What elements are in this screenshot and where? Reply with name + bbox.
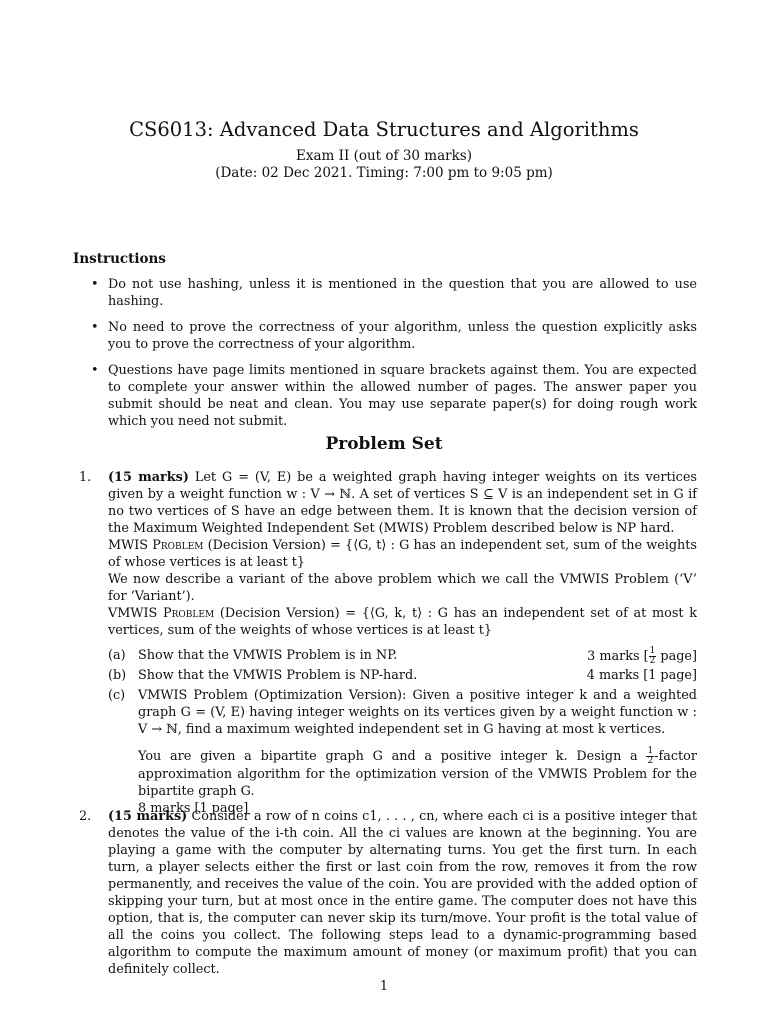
mwis-def-text: (Decision Version) = {⟨G, t⟩ : G has an independent set, sum of the weights of whose vertices is at least t} xyxy=(108,538,697,570)
variant-text: We now describe a variant of the above problem which we call the VMWIS Problem (‘V’ for ‘Variant’). xyxy=(108,572,697,604)
problem-intro-text: Consider a row of n coins c1, . . . , cn, where each ci is a positive integer that denotes the value of the i-th coin. All the ci values are known at the beginning. You are playing a game with the computer by alternating turns. You get the first turn. In each turn, a player selects either the first or last coin from the row, removes it from the row permanently, and receives the value of the coin. You are provided with the added option of skipping your turn, but at most once in the entire game. The computer does not have this option, that is, the computer can never skip its turn/move. Your profit is the total value of all the coins you collect. The following steps lead to a dynamic-programming based algorithm to compute the maximum amount of money (or maximum profit) that you can definitely collect. xyxy=(108,809,697,977)
instruction-item: • Questions have page limits mentioned in square brackets against them. You are expected to complete your answer within the allowed number of pages. The answer paper you submit should be neat and clean. You may use separate paper(s) for doing rough work which you need not submit. xyxy=(91,362,697,430)
instruction-item: • No need to prove the correctness of your algorithm, unless the question explicitly asks you to prove the correctness of your algorithm. xyxy=(91,319,697,353)
subpart-text: Show that the VMWIS Problem is in NP. xyxy=(138,648,398,663)
course-title: CS6013: Advanced Data Structures and Algorithms xyxy=(129,118,639,141)
vmwis-def-text: (Decision Version) = {⟨G, k, t⟩ : G has an independent set of at most k vertices, sum of the weights of whose vertices is at least t} xyxy=(108,606,697,638)
subpart-label: (a) xyxy=(108,648,126,663)
fraction-denominator: 2 xyxy=(649,656,656,666)
instruction-item: • Do not use hashing, unless it is mentioned in the question that you are allowed to use hashing. xyxy=(91,276,697,310)
problem-marks: (15 marks) xyxy=(108,809,188,824)
problem-number: 2. xyxy=(79,809,92,824)
instructions-heading: Instructions xyxy=(73,251,166,267)
subpart-marks: 8 marks [1 page] xyxy=(138,801,249,816)
subpart-c xyxy=(108,687,697,817)
subpart-label: (c) xyxy=(108,688,126,703)
problem-intro xyxy=(108,469,697,537)
problem-body xyxy=(108,808,697,978)
subpart-marks: 4 marks [1 page] xyxy=(586,668,697,683)
subpart-marks xyxy=(587,647,697,666)
fraction-numerator: 1 xyxy=(649,646,656,656)
mwis-definition xyxy=(108,537,697,571)
fraction-numerator: 1 xyxy=(647,746,654,756)
vmwis-definition xyxy=(108,605,697,639)
exam-name: Exam II (out of 30 marks) xyxy=(296,148,472,164)
problem-marks: (15 marks) xyxy=(108,470,189,485)
exam-date: (Date: 02 Dec 2021. Timing: 7:00 pm to 9:05 pm) xyxy=(215,165,553,181)
exam-subtitle xyxy=(0,148,768,182)
subpart-b xyxy=(108,667,697,684)
subpart-extra xyxy=(138,747,697,817)
problem-1 xyxy=(79,469,697,820)
marks-text-end: page] xyxy=(656,649,697,664)
mwis-label: MWIS Problem xyxy=(108,538,204,553)
fraction xyxy=(646,747,654,766)
problem-intro xyxy=(108,808,697,978)
subparts-list xyxy=(108,647,697,817)
instructions-list xyxy=(91,276,697,439)
extra-text-post: -factor approximation algorithm for the optimization version of the VMWIS Problem for the bipartite graph G. xyxy=(138,749,697,799)
subpart-a xyxy=(108,647,697,664)
subpart-text: Show that the VMWIS Problem is NP-hard. xyxy=(138,668,418,683)
vmwis-label: VMWIS Problem xyxy=(108,606,215,621)
problem-2 xyxy=(79,808,697,978)
page-number: 1 xyxy=(379,979,389,994)
fraction-denominator: 2 xyxy=(647,756,654,766)
subpart-label: (b) xyxy=(108,668,127,683)
problem-set-heading: Problem Set xyxy=(325,434,443,454)
problem-body xyxy=(108,469,697,817)
marks-text: 3 marks [ xyxy=(587,649,649,664)
problem-number: 1. xyxy=(79,470,92,485)
problem-intro-text: Let G = (V, E) be a weighted graph having integer weights on its vertices given by a weight function w : V → ℕ. A set of vertices S ⊆ V is an independent set in G if no two vertices of S have an edge between them. It is known that the decision version of the Maximum Weighted Independent Set (MWIS) Problem described below is NP hard. xyxy=(108,470,697,536)
extra-text-pre: You are given a bipartite graph G and a positive integer k. Design a xyxy=(138,749,647,764)
subpart-text: VMWIS Problem (Optimization Version): Given a positive integer k and a weighted graph G = (V, E) having integer weights on its vertices given by a weight function w : V → ℕ, find a maximum weighted independent set in G having at most k vertices. xyxy=(138,688,697,737)
